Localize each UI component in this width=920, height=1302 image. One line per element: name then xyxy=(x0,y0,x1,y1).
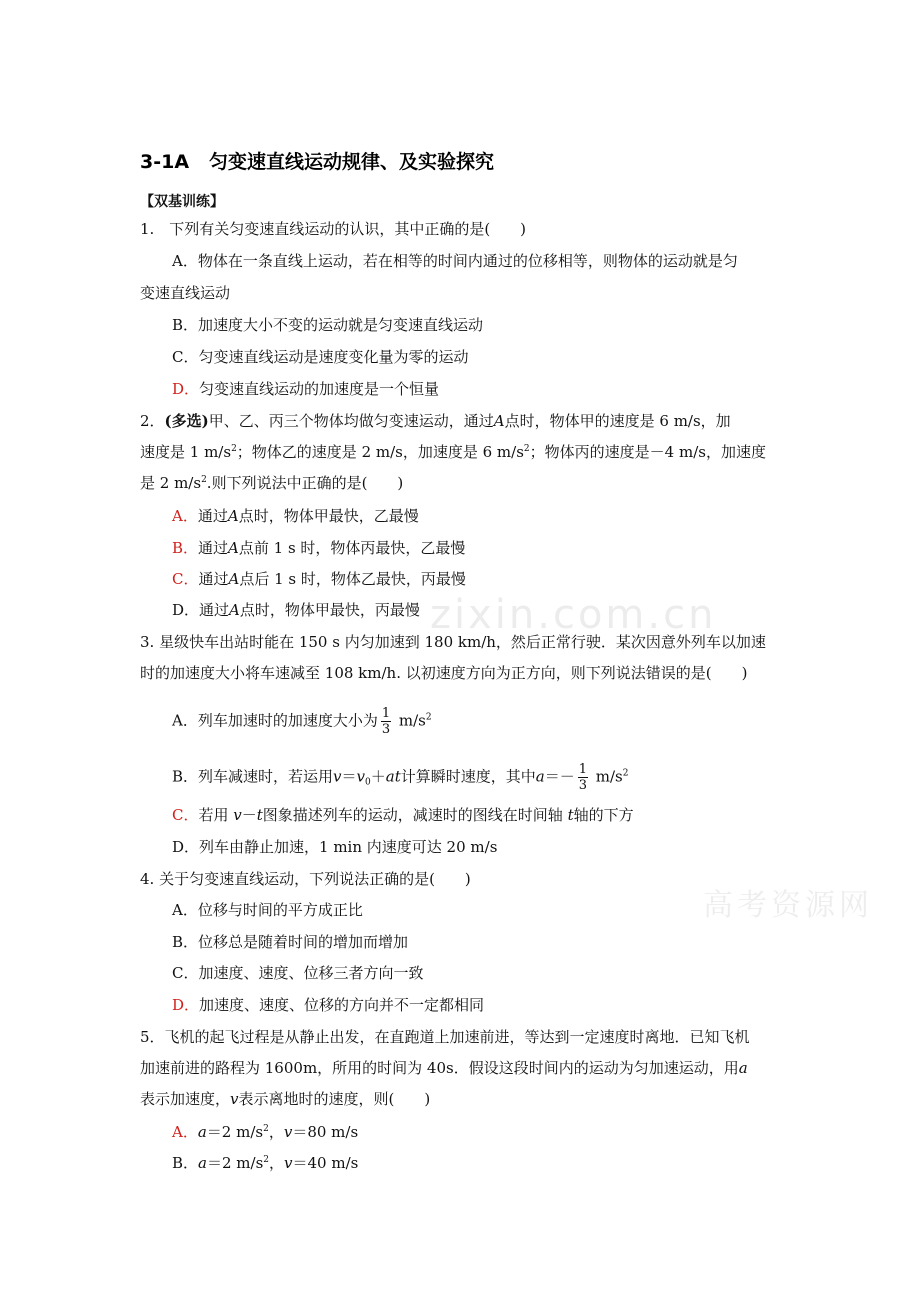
q2-a-letter: A． xyxy=(172,507,198,525)
q3-b-plus: ＋ xyxy=(370,767,386,786)
q2-line-3 xyxy=(140,473,403,493)
q2-option-d xyxy=(172,600,420,620)
q1-option-b: B．加速度大小不变的运动就是匀变速直线运动 xyxy=(172,316,484,334)
q2-option-a xyxy=(172,506,419,526)
q3-line-2: 时的加速度大小将车速减至 108 km/h. 以初速度方向为正方向，则下列说法错误的是( ) xyxy=(140,664,748,682)
q2-c-letter: C． xyxy=(172,570,199,588)
q2-l1b: 点时，物体甲的速度是 6 m/s，加 xyxy=(504,412,731,430)
q5-a-v: v xyxy=(283,1123,293,1141)
q5-a-sq: 2 xyxy=(263,1124,269,1134)
q2-point-a: A xyxy=(493,412,505,430)
q2-a-point: A xyxy=(227,507,239,525)
q5-a-letter: A． xyxy=(172,1123,198,1141)
q4-stem: 4. 关于匀变速直线运动，下列说法正确的是( ) xyxy=(140,870,471,888)
q2-sq1: 2 xyxy=(231,444,237,454)
q5-b-sq: 2 xyxy=(263,1155,270,1165)
q4-d-letter: D． xyxy=(172,996,200,1014)
q1-option-a-cont: 变速直线运动 xyxy=(140,284,231,302)
q1-d-letter: D． xyxy=(172,380,200,398)
q5-l2-var: a xyxy=(738,1059,748,1077)
q5-l3-var: v xyxy=(230,1090,239,1108)
q5-b-mid: ＝2 m/s xyxy=(206,1154,264,1172)
q3-option-d: D．列车由静止加速，1 min 内速度可达 20 m/s xyxy=(172,838,498,856)
q5-a-mid: ＝2 m/s xyxy=(206,1123,264,1141)
q2-l2a: 速度是 1 m/s xyxy=(140,443,232,461)
q5-line-3 xyxy=(140,1089,430,1109)
q2-b-pre: 通过 xyxy=(198,539,229,557)
q3-line-1: 3. 星级快车出站时能在 150 s 内匀加速到 180 km/h，然后正常行驶．某次因意外列车以加速 xyxy=(140,633,766,651)
q2-l2b: ；物体乙的速度是 2 m/s，加速度是 6 m/s xyxy=(236,443,524,461)
q5-b-a: a xyxy=(198,1154,207,1172)
q2-a-post: 点时，物体甲最快，乙最慢 xyxy=(238,507,419,525)
q2-sq2: 2 xyxy=(523,444,530,454)
q2-c-post: 点后 1 s 时，物体乙最快，丙最慢 xyxy=(239,570,466,588)
q5-l3a: 表示加速度， xyxy=(140,1090,231,1108)
q2-line-1 xyxy=(140,411,731,431)
q3-c-mid: 图象描述列车的运动，减速时的图线在时间轴 xyxy=(262,806,568,824)
q2-option-b xyxy=(172,538,465,558)
q4-option-b: B．位移总是随着时间的增加而增加 xyxy=(172,933,409,951)
q4-d-text: 加速度、速度、位移的方向并不一定都相同 xyxy=(199,996,485,1014)
q2-d-point: A xyxy=(229,601,240,619)
q2-a-pre: 通过 xyxy=(197,507,228,525)
q5-line-1: 5．飞机的起飞过程是从静止出发，在直跑道上加速前进，等达到一定速度时离地．已知飞机 xyxy=(140,1028,750,1046)
q2-l1a: 甲、乙、丙三个物体均做匀变速运动，通过 xyxy=(208,412,494,430)
q5-option-b xyxy=(172,1153,358,1173)
q2-c-point: A xyxy=(228,570,240,588)
q3-a-sq: 2 xyxy=(425,712,432,723)
q3-option-c xyxy=(172,805,634,825)
q1-option-a: A．物体在一条直线上运动，若在相等的时间内通过的位移相等，则物体的运动就是匀 xyxy=(172,252,738,270)
q3-b-v0: v xyxy=(356,767,366,786)
q2-b-post: 点前 1 s 时，物体丙最快，乙最慢 xyxy=(238,539,466,557)
watermark-text: zixin.com.cn xyxy=(430,592,717,638)
q5-a-a: a xyxy=(197,1123,207,1141)
q5-b-letter: B． xyxy=(172,1154,199,1172)
q3-b-mid: 计算瞬时速度，其中 xyxy=(400,767,536,786)
q5-a-post: ＝80 m/s xyxy=(292,1123,359,1141)
q4-option-d xyxy=(172,995,484,1015)
q5-l3b: 表示离地时的速度，则( ) xyxy=(238,1090,431,1108)
q3-a-fraction xyxy=(381,706,391,737)
q3-a-pre: A．列车加速时的加速度大小为 xyxy=(172,711,378,730)
title-text: 匀变速直线运动规律、及实验探究 xyxy=(209,151,495,173)
q3-option-a xyxy=(172,706,432,737)
watermark-logo-text: 高考资源网 xyxy=(703,888,873,923)
q5-line-2 xyxy=(140,1058,748,1078)
q2-d-pre: 通过 xyxy=(199,601,230,619)
q3-c-v: v xyxy=(233,806,242,824)
q3-a-unit: m/s xyxy=(394,711,426,730)
q2-b-letter: B． xyxy=(172,539,199,557)
q3-c-post: 轴的下方 xyxy=(573,806,634,824)
q2-l2c: ；物体丙的速度是－4 m/s，加速度 xyxy=(529,443,766,461)
q2-sq3: 2 xyxy=(201,475,207,485)
q1-stem: 1. 下列有关匀变速直线运动的认识，其中正确的是( ) xyxy=(140,220,527,238)
q3-a-den: 3 xyxy=(381,722,391,737)
section-label: 【双基训练】 xyxy=(140,194,224,210)
q3-b-v: v xyxy=(333,767,342,786)
q5-b-post: ＝40 m/s xyxy=(292,1154,359,1172)
q5-b-comma: ， xyxy=(269,1154,285,1172)
page-title xyxy=(140,147,494,174)
q4-option-a: A．位移与时间的平方成正比 xyxy=(172,901,363,919)
q3-c-letter: C． xyxy=(172,806,199,824)
q2-b-point: A xyxy=(228,539,239,557)
q5-a-comma: ， xyxy=(268,1123,284,1141)
q2-d-post: 点时，物体甲最快，丙最慢 xyxy=(239,601,420,619)
q2-num: 2． xyxy=(140,412,165,430)
q1-d-text: 匀变速直线运动的加速度是一个恒量 xyxy=(199,380,440,398)
q3-b-num: 1 xyxy=(578,762,588,777)
q5-option-a xyxy=(172,1122,358,1142)
q5-l2a: 加速前进的路程为 1600m，所用的时间为 40s．假设这段时间内的运动为匀加速运动，用 xyxy=(140,1059,739,1077)
q3-b-at: at xyxy=(385,767,401,786)
q3-b-sq: 2 xyxy=(622,768,629,779)
q3-option-b xyxy=(172,762,629,793)
q3-b-sub0: 0 xyxy=(365,777,371,788)
q3-c-dash: － xyxy=(241,806,257,824)
title-code: 3-1A xyxy=(140,151,190,173)
q3-c-t: t xyxy=(256,806,263,824)
q3-b-eq: ＝ xyxy=(341,767,357,786)
q3-b-eq2: ＝－ xyxy=(544,767,575,786)
q3-c-t2: t xyxy=(567,806,574,824)
q1-option-c: C．匀变速直线运动是速度变化量为零的运动 xyxy=(172,348,469,366)
q2-l3a: 是 2 m/s xyxy=(140,474,202,492)
q2-l3b: .则下列说法中正确的是( ) xyxy=(206,474,404,492)
q4-option-c: C．加速度、速度、位移三者方向一致 xyxy=(172,964,424,982)
q3-b-unit: m/s xyxy=(591,767,623,786)
q3-c-pre: 若用 xyxy=(198,806,234,824)
q3-b-pre: B．列车减速时，若运用 xyxy=(172,767,334,786)
q2-line-2 xyxy=(140,442,766,462)
q3-b-den: 3 xyxy=(578,778,588,793)
q3-a-num: 1 xyxy=(381,706,391,721)
q2-tag: (多选) xyxy=(164,412,209,430)
q5-b-v: v xyxy=(284,1154,293,1172)
q1-option-d xyxy=(172,379,439,399)
q3-b-a: a xyxy=(535,767,545,786)
q3-b-fraction xyxy=(578,762,588,793)
q2-option-c xyxy=(172,569,466,589)
q2-c-pre: 通过 xyxy=(198,570,229,588)
q2-d-letter: D． xyxy=(172,601,200,619)
